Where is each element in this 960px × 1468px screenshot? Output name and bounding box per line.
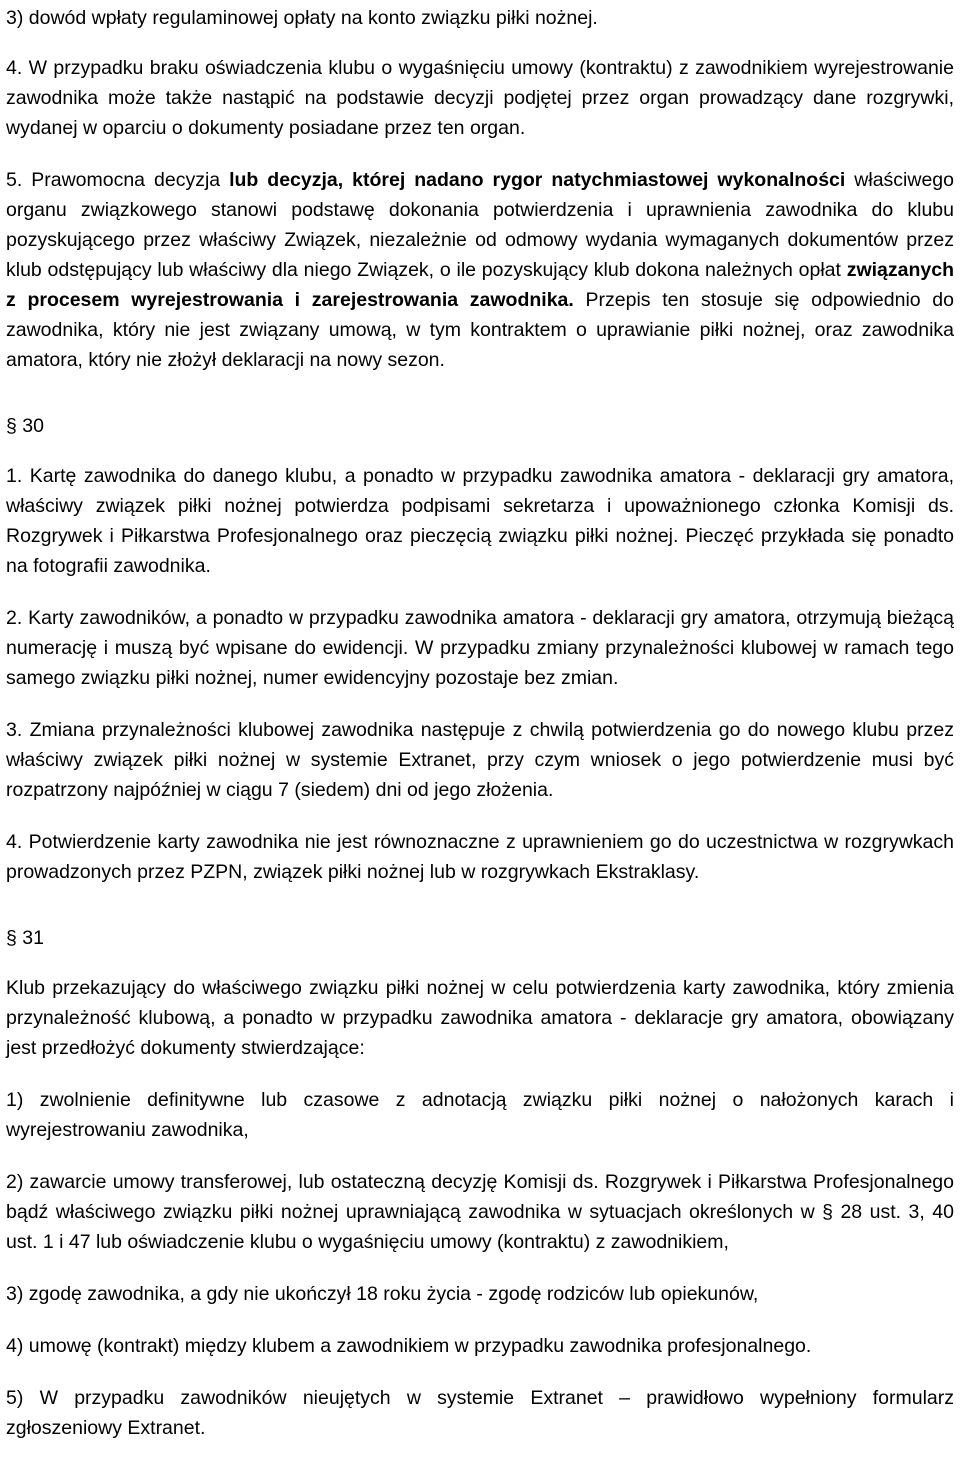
section-31-item-3: 3) zgodę zawodnika, a gdy nie ukończył 18 roku życia - zgodę rodziców lub opiekunów, (6, 1283, 759, 1305)
section-30-point-2: 2. Karty zawodników, a ponadto w przypadku zawodnika amatora - deklaracji gry amatora, otrzymują bieżącą numerację i muszą być wpisane do ewidencji. W przypadku zmiany przynależności klubowej w ramach tego samego związku piłki nożnej, numer ewidencyjny pozostaje bez zmian. (6, 607, 954, 689)
section-31-heading: § 31 (6, 927, 44, 949)
section-30-point-1: 1. Kartę zawodnika do danego klubu, a ponadto w przypadku zawodnika amatora - deklaracji gry amatora, właściwy związek piłki nożnej potwierdza podpisami sekretarza i upoważnionego członka Komisji ds. Rozgrywek i Piłkarstwa Profesjonalnego oraz pieczęcią związku piłki nożnej. Pieczęć przykłada się ponadto na fotografii zawodnika. (6, 465, 954, 577)
section-30-heading: § 30 (6, 415, 44, 437)
section-31-item-1: 1) zwolnienie definitywne lub czasowe z adnotacją związku piłki nożnej o nałożonych karach i wyrejestrowaniu zawodnika, (6, 1089, 954, 1141)
paragraph-3: 3) dowód wpłaty regulaminowej opłaty na konto związku piłki nożnej. (6, 7, 598, 29)
section-31-item-4: 4) umowę (kontrakt) między klubem a zawodnikiem w przypadku zawodnika profesjonalnego. (6, 1335, 812, 1357)
paragraph-4: 4. W przypadku braku oświadczenia klubu o wygaśnięciu umowy (kontraktu) z zawodnikiem wyrejestrowanie zawodnika może także nastąpić na podstawie decyzji podjętej przez organ prowadzący dane rozgrywki, wydanej w oparciu o dokumenty posiadane przez ten organ. (6, 57, 954, 139)
section-30-point-3: 3. Zmiana przynależności klubowej zawodnika następuje z chwilą potwierdzenia go do nowego klubu przez właściwy związek piłki nożnej w systemie Extranet, przy czym wniosek o jego potwierdzenie musi być rozpatrzony najpóźniej w ciągu 7 (siedem) dni od jego złożenia. (6, 719, 954, 801)
paragraph-5 (6, 165, 954, 375)
section-31-item-2: 2) zawarcie umowy transferowej, lub ostateczną decyzję Komisji ds. Rozgrywek i Piłkarstwa Profesjonalnego bądź właściwego związku piłki nożnej uprawniającą zawodnika w sytuacjach określonych w § 28 ust. 3, 40 ust. 1 i 47 lub oświadczenie klubu o wygaśnięciu umowy (kontraktu) z zawodnikiem, (6, 1171, 954, 1253)
section-31-intro: Klub przekazujący do właściwego związku piłki nożnej w celu potwierdzenia karty zawodnika, który zmienia przynależność klubową, a ponadto w przypadku zawodnika amatora - deklaracje gry amatora, obowiązany jest przedłożyć dokumenty stwierdzające: (6, 977, 954, 1059)
section-31-item-5: 5) W przypadku zawodników nieujętych w systemie Extranet – prawidłowo wypełniony formularz zgłoszeniowy Extranet. (6, 1387, 954, 1439)
paragraph-5-text-2: właściwego organu związkowego stanowi podstawę dokonania potwierdzenia i uprawnienia zawodnika do klubu pozyskującego przez właściwy Związek, niezależnie od odmowy wydania wymaganych dokumentów przez klub odstępujący lub właściwy dla niego Związek, o ile pozyskujący klub dokona należnych opłat (6, 169, 954, 281)
document-page (6, 0, 954, 1443)
paragraph-5-text-3: Przepis ten stosuje się odpowiednio do zawodnika, który nie jest związany umową, w tym kontraktem o uprawianie piłki nożnej, oraz zawodnika amatora, który nie złożył deklaracji na nowy sezon. (6, 289, 955, 371)
paragraph-5-bold-1: lub decyzja, której nadano rygor natychmiastowej wykonalności (229, 169, 846, 191)
section-30-point-4: 4. Potwierdzenie karty zawodnika nie jest równoznaczne z uprawnieniem go do uczestnictwa w rozgrywkach prowadzonych przez PZPN, związek piłki nożnej lub w rozgrywkach Ekstraklasy. (6, 831, 954, 883)
paragraph-5-bold-2: związanych z procesem wyrejestrowania i zarejestrowania zawodnika. (6, 259, 954, 311)
paragraph-5-text-1: 5. Prawomocna decyzja (6, 169, 230, 191)
